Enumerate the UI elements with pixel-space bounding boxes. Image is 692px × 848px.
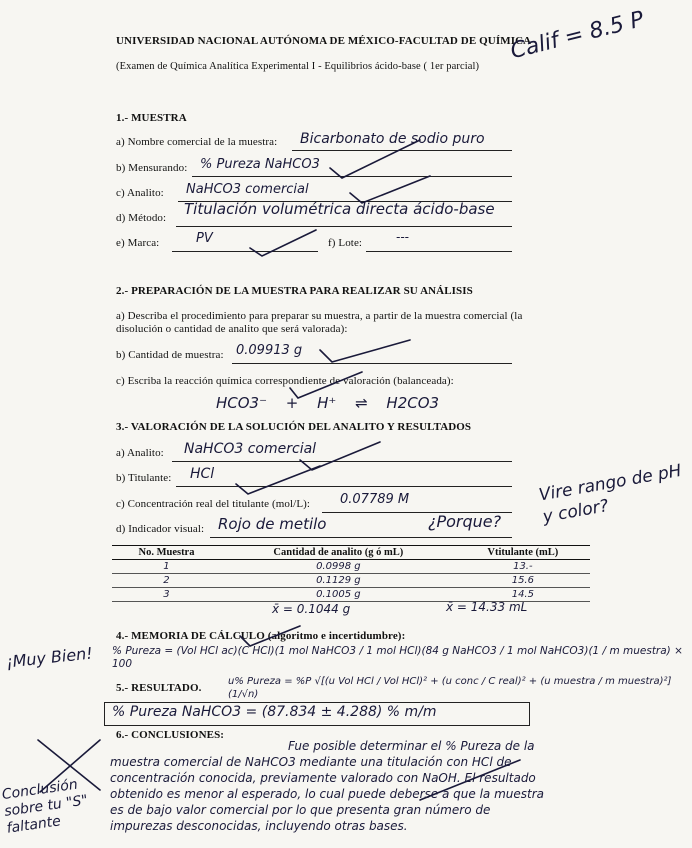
cantidad-muestra-label: b) Cantidad de muestra: bbox=[116, 349, 224, 361]
indicador-question-note: ¿Porque? bbox=[428, 512, 502, 531]
analito-label: c) Analito: bbox=[116, 187, 164, 199]
lote-value: --- bbox=[396, 230, 409, 244]
muestra-name-label: a) Nombre comercial de la muestra: bbox=[116, 136, 278, 148]
vire-side-note: Vire rango de pH y color? bbox=[537, 460, 683, 528]
section-3-title: 3.- VALORACIÓN DE LA SOLUCIÓN DEL ANALITO Y RESULTADOS bbox=[116, 421, 472, 433]
marca-label: e) Marca: bbox=[116, 237, 160, 249]
exam-title: (Examen de Química Analítica Experimental I - Equilibrios ácido-base ( 1er parcial) bbox=[116, 61, 480, 72]
marca-value: PV bbox=[196, 231, 213, 246]
cantidad-muestra-value: 0.09913 g bbox=[236, 343, 303, 358]
section-1-title: 1.- MUESTRA bbox=[116, 112, 187, 124]
analito-3-label: a) Analito: bbox=[116, 447, 164, 459]
check-mark-icon bbox=[290, 372, 362, 398]
reaction-prompt: c) Escriba la reacción química correspondiente de valoración (balanceada): bbox=[116, 375, 454, 387]
mean-mass: x̄ = 0.1044 g bbox=[272, 602, 351, 616]
conclusion-line: muestra comercial de NaHCO3 mediante una titulación con HCl de bbox=[110, 755, 512, 769]
cross-mark-icon bbox=[40, 740, 100, 792]
row-1-vol: 13.- bbox=[456, 560, 590, 574]
analito-3-value: NaHCO3 comercial bbox=[184, 441, 317, 457]
check-mark-icon bbox=[350, 176, 430, 203]
row-1-no: 1 bbox=[112, 560, 221, 574]
indicador-label: d) Indicador visual: bbox=[116, 523, 205, 535]
percent-purity-formula: % Pureza = (Vol HCl ac)(C HCl)(1 mol NaHCO3 / 1 mol HCl)(84 g NaHCO3 / 1 mol NaHCO3)(1 / m muestra) × 100 bbox=[112, 645, 683, 670]
section-6-title: 6.- CONCLUSIONES: bbox=[116, 729, 225, 741]
row-2-no: 2 bbox=[112, 574, 221, 588]
col-header-volumen: Vtitulante (mL) bbox=[456, 546, 590, 560]
section-5-title: 5.- RESULTADO. bbox=[116, 682, 202, 694]
result-value: % Pureza NaHCO3 = (87.834 ± 4.288) % m/m bbox=[112, 704, 437, 720]
conclusion-line: obtenido es menor al esperado, lo cual puede deberse a que la muestra bbox=[110, 787, 544, 801]
grade-annotation: Calif = 8.5 P bbox=[508, 6, 647, 65]
uncertainty-formula: u% Pureza = %P √[(u Vol HCl / Vol HCl)² + (u conc / C real)² + (u muestra / m muestra)²] (1/√n) bbox=[228, 676, 672, 700]
muestra-name-value: Bicarbonato de sodio puro bbox=[300, 131, 485, 147]
metodo-value: Titulación volumétrica directa ácido-base bbox=[184, 200, 495, 218]
row-1-mass: 0.0998 g bbox=[221, 560, 456, 574]
col-header-cantidad: Cantidad de analito (g ó mL) bbox=[221, 546, 456, 560]
conclusion-line: impurezas desconocidas, incluyendo otras bases. bbox=[110, 819, 408, 833]
mensurando-label: b) Mensurando: bbox=[116, 162, 188, 174]
check-mark-icon bbox=[420, 760, 520, 800]
reaction-equation: HCO3⁻ + H⁺ ⇌ H2CO3 bbox=[216, 394, 440, 412]
section-2-title: 2.- PREPARACIÓN DE LA MUESTRA PARA REALIZAR SU ANÁLISIS bbox=[116, 285, 473, 297]
titulante-value: HCl bbox=[190, 466, 215, 482]
row-3-no: 3 bbox=[112, 588, 221, 602]
muy-bien-note: ¡Muy Bien! bbox=[5, 643, 94, 672]
check-mark-icon bbox=[330, 140, 420, 178]
lote-label: f) Lote: bbox=[328, 237, 363, 249]
col-header-muestra: No. Muestra bbox=[112, 546, 221, 560]
row-3-mass: 0.1005 g bbox=[221, 588, 456, 602]
check-mark-icon bbox=[300, 442, 380, 470]
analito-value: NaHCO3 comercial bbox=[186, 182, 309, 197]
conclusion-line: concentración conocida, previamente valorado con NaOH. El resultado bbox=[110, 771, 536, 785]
procedure-prompt-line1: a) Describa el procedimiento para preparar su muestra, a partir de la muestra comercial (la bbox=[116, 310, 523, 322]
metodo-label: d) Método: bbox=[116, 212, 167, 224]
row-2-vol: 15.6 bbox=[456, 574, 590, 588]
conclusion-line: Fue posible determinar el % Pureza de la bbox=[288, 739, 535, 753]
procedure-prompt-line2: disolución o cantidad de analito que será valorada): bbox=[116, 323, 348, 335]
row-2-mass: 0.1129 g bbox=[221, 574, 456, 588]
conclusion-line: es de bajo valor comercial por lo que presenta gran número de bbox=[110, 803, 491, 817]
mensurando-value: % Pureza NaHCO3 bbox=[200, 157, 320, 172]
section-4-title: 4.- MEMORIA DE CÁLCULO (algoritmo e incertidumbre): bbox=[116, 630, 406, 642]
row-3-vol: 14.5 bbox=[456, 588, 590, 602]
check-mark-icon bbox=[236, 466, 320, 494]
concentracion-label: c) Concentración real del titulante (mol/L): bbox=[116, 498, 311, 510]
check-mark-icon bbox=[240, 626, 300, 646]
university-title: UNIVERSIDAD NACIONAL AUTÓNOMA DE MÉXICO-FACULTAD DE QUÍMICA bbox=[116, 35, 532, 47]
indicador-value: Rojo de metilo bbox=[218, 515, 327, 533]
check-mark-icon bbox=[250, 230, 316, 256]
mean-volume: x̄ = 14.33 mL bbox=[446, 600, 528, 614]
check-mark-icon bbox=[320, 340, 410, 362]
concentracion-value: 0.07789 M bbox=[340, 492, 410, 507]
conclusion-margin-note: Conclusión sobre tu "S" faltante bbox=[0, 776, 89, 837]
titulante-label: b) Titulante: bbox=[116, 472, 172, 484]
